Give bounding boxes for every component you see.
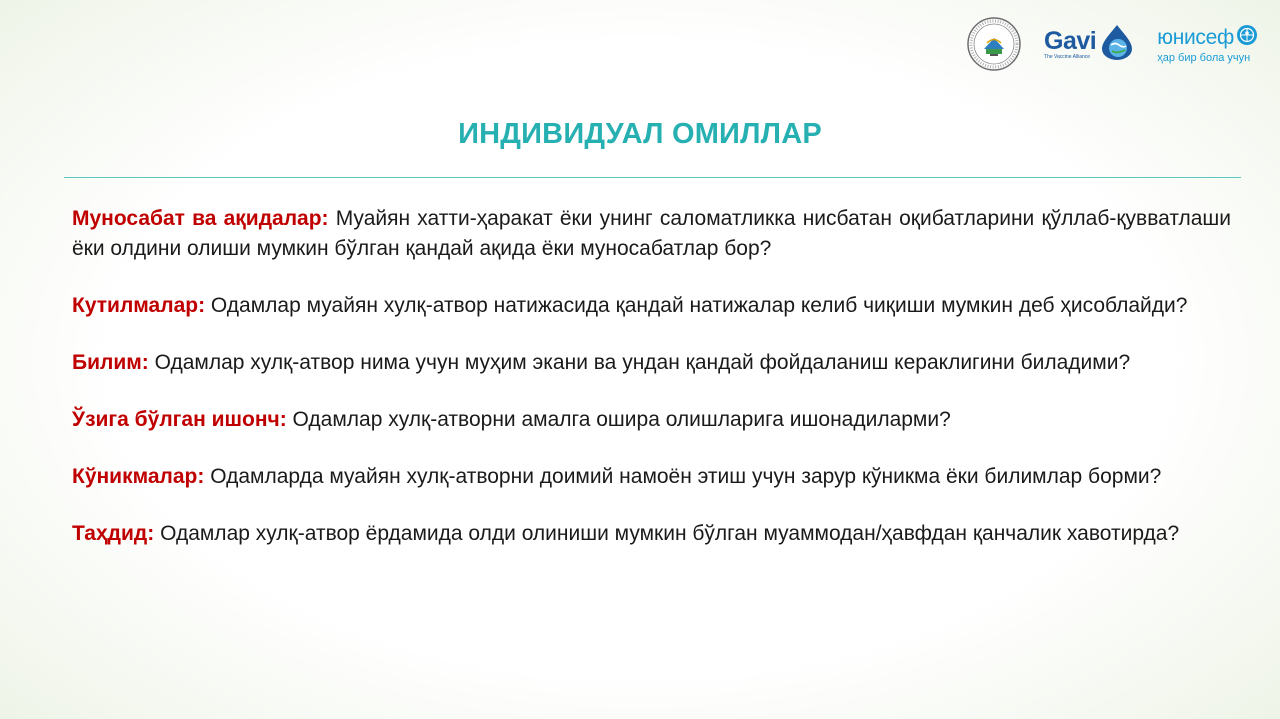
- factor-term: Кутилмалар:: [72, 294, 206, 317]
- factor-term: Муносабат ва ақидалар:: [72, 207, 329, 230]
- factor-term: Ўзига бўлган ишонч:: [72, 408, 287, 431]
- ministry-seal-icon: [966, 16, 1022, 72]
- factor-knowledge: [72, 348, 1231, 378]
- factor-term: Билим:: [72, 351, 149, 374]
- unicef-emblem-icon: [1236, 24, 1258, 51]
- factor-description: Одамлар хулқ-атворни амалга ошира олишларига ишонадиларми?: [286, 408, 951, 431]
- factor-term: Кўникмалар:: [72, 465, 205, 488]
- factor-expectations: [72, 291, 1231, 321]
- factor-attitudes-beliefs: [72, 204, 1231, 264]
- factors-list: [72, 204, 1231, 576]
- factor-description: Одамлар муайян хулқ-атвор натижасида қандай натижалар келиб чиқиши мумкин деб ҳисоблайди?: [205, 294, 1188, 317]
- factor-description: Одамларда муайян хулқ-атворни доимий намоён этиш учун зарур кўникма ёки билимлар борми?: [204, 465, 1162, 488]
- unicef-name: юнисеф: [1157, 25, 1234, 49]
- factor-description: Одамлар хулқ-атвор ёрдамида олди олиниши мумкин бўлган муаммодан/ҳавфдан қанчалик хавотирда?: [154, 522, 1180, 545]
- unicef-tagline: ҳар бир бола учун: [1157, 52, 1251, 64]
- unicef-logo: [1157, 24, 1258, 64]
- partner-logos: [966, 16, 1258, 72]
- gavi-tagline: The Vaccine Alliance: [1044, 53, 1091, 60]
- factor-self-efficacy: [72, 405, 1231, 435]
- title-divider: [64, 177, 1241, 178]
- gavi-globe-drop-icon: [1099, 23, 1135, 66]
- factor-description: Одамлар хулқ-атвор нима учун муҳим экани ва ундан қандай фойдаланиш кераклигини биладими?: [148, 351, 1131, 374]
- slide-title: ИНДИВИДУАЛ ОМИЛЛАР: [458, 118, 822, 150]
- gavi-logo: [1044, 23, 1135, 66]
- factor-skills: [72, 462, 1231, 492]
- gavi-name: Gavi: [1044, 26, 1097, 55]
- factor-description: Муайян хатти-ҳаракат ёки унинг саломатликка нисбатан оқибатларини қўллаб-қувватлаши ёки олдини олиши мумкин бўлган қандай ақида ёки муносабатлар бор?: [72, 207, 1231, 260]
- factor-threat: [72, 519, 1231, 549]
- factor-term: Таҳдид:: [72, 522, 155, 545]
